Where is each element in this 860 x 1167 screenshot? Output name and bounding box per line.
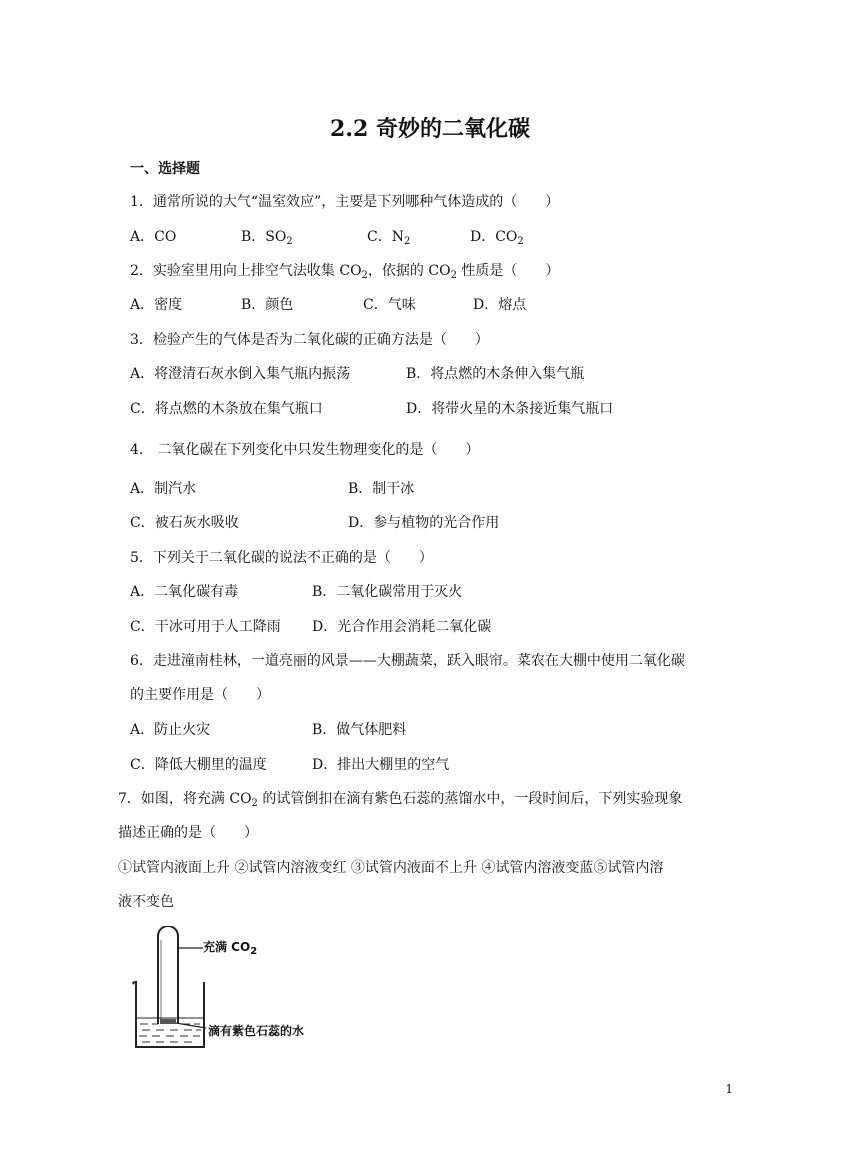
question-4-option-d: D．参与植物的光合作用 (348, 515, 500, 531)
question-3-option-d: D．将带火星的木条接近集气瓶口 (406, 401, 614, 417)
question-7-options-line-1: ①试管内液面上升 ②试管内溶液变红 ③试管内液面不上升 ④试管内溶液变蓝⑤试管内溶 (118, 860, 664, 876)
question-5-option-c: C．干冰可用于人工降雨 (130, 619, 281, 635)
question-2-option-a: A．密度 (130, 297, 183, 313)
question-5-option-d: D．光合作用会消耗二氧化碳 (312, 619, 492, 635)
question-2-option-b: B．颜色 (241, 297, 294, 313)
question-6-option-c: C．降低大棚里的温度 (130, 757, 267, 773)
figure-label-bottom: 滴有紫色石蕊的水 (208, 1024, 305, 1038)
water-dashes (139, 1024, 201, 1042)
question-1-stem: 1．通常所说的大气“温室效应”，主要是下列哪种气体造成的（ ） (130, 194, 560, 210)
question-5-option-a: A．二氧化碳有毒 (130, 584, 239, 600)
question-3-option-c: C．将点燃的木条放在集气瓶口 (130, 401, 323, 417)
question-6-option-a: A．防止火灾 (130, 722, 211, 738)
page-title: 2.2 奇妙的二氧化碳 (330, 116, 530, 142)
question-4-option-a: A．制汽水 (130, 481, 197, 497)
question-2-option-d: D．熔点 (473, 297, 527, 313)
question-1-option-a: A．CO (130, 229, 177, 245)
question-3-option-b: B．将点燃的木条伸入集气瓶 (406, 366, 585, 382)
question-6-option-d: D．排出大棚里的空气 (312, 757, 450, 773)
question-6-stem-line-2: 的主要作用是（ ） (130, 687, 270, 703)
figure-label-top: 充满 $CO_2$ (203, 940, 258, 957)
question-7-options-line-2: 液不变色 (118, 894, 174, 910)
label-leader-bottom (176, 1023, 206, 1028)
question-6-stem-line-1: 6．走进潼南桂林，一道亮丽的风景——大棚蔬菜，跃入眼帘。菜农在大棚中使用二氧化碳 (130, 653, 685, 669)
question-1-option-c: C．$N_2$ (367, 229, 411, 247)
question-7-stem-line-1: 7．如图，将充满 $CO_2$ 的试管倒扣在滴有紫色石蕊的蒸馏水中，一段时间后，下列实验现象 (118, 791, 683, 809)
question-3-option-a: A．将澄清石灰水倒入集气瓶内振荡 (130, 366, 351, 382)
question-7-stem-line-2: 描述正确的是（ ） (118, 825, 258, 841)
question-6-option-b: B．做气体肥料 (312, 722, 407, 738)
question-1-option-b: B．$SO_2$ (241, 229, 293, 247)
section-heading: 一、选择题 (130, 161, 200, 177)
question-1-option-d: D．$CO_2$ (470, 229, 524, 247)
question-5-stem: 5．下列关于二氧化碳的说法不正确的是（ ） (130, 550, 433, 566)
question-4-stem: 4． 二氧化碳在下列变化中只发生物理变化的是（ ） (130, 442, 480, 458)
question-3-stem: 3．检验产生的气体是否为二氧化碳的正确方法是（ ） (130, 332, 489, 348)
beaker (133, 982, 204, 1047)
question-2-option-c: C．气味 (363, 297, 416, 313)
question-2-stem: 2．实验室里用向上排空气法收集 $CO_2$，依据的 $CO_2$ 性质是（ ） (130, 263, 560, 281)
question-4-option-b: B．制干冰 (348, 481, 415, 497)
experiment-figure (128, 926, 358, 1060)
question-4-option-c: C．被石灰水吸收 (130, 515, 239, 531)
page-number: 1 (725, 1082, 733, 1096)
question-5-option-b: B．二氧化碳常用于灭火 (312, 584, 463, 600)
